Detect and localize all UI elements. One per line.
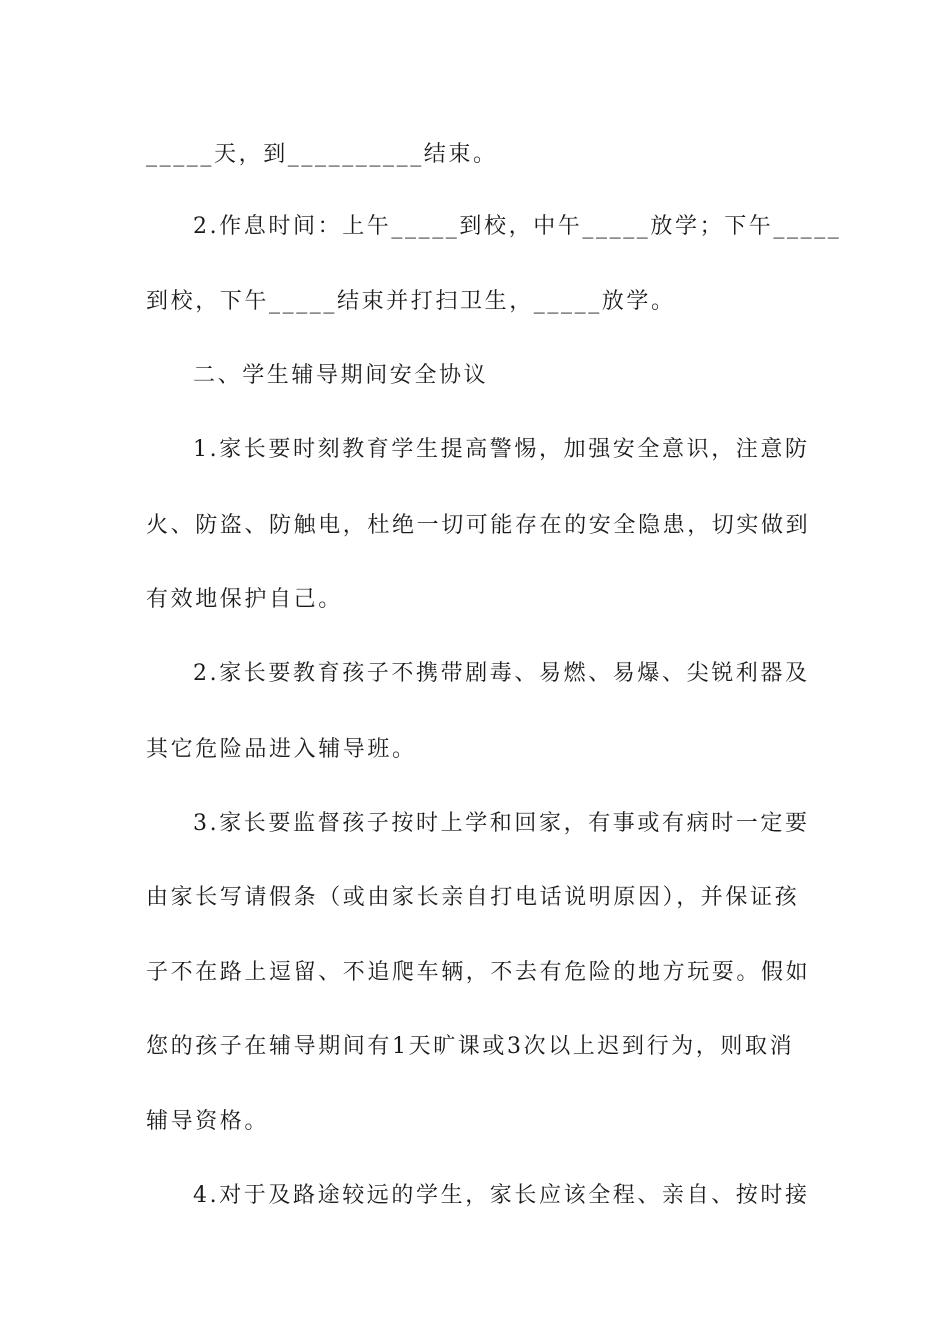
text-line: 子不在路上逗留、不追爬车辆，不去有危险的地方玩耍。假如 bbox=[146, 960, 811, 985]
text-line: 2.家长要教育孩子不携带剧毒、易燃、易爆、尖锐利器及 bbox=[193, 661, 810, 686]
text-line: 3.家长要监督孩子按时上学和回家，有事或有病时一定要 bbox=[193, 811, 810, 836]
text-line: 到校，下午_____结束并打扫卫生，_____放学。 bbox=[146, 289, 676, 314]
text-line: 辅导资格。 bbox=[146, 1109, 270, 1134]
text-line: 您的孩子在辅导期间有1天旷课或3次以上迟到行为，则取消 bbox=[146, 1034, 795, 1059]
section-heading: 二、学生辅导期间安全协议 bbox=[193, 363, 489, 388]
text-line: _____天，到__________结束。 bbox=[146, 142, 498, 167]
text-line: 火、防盗、防触电，杜绝一切可能存在的安全隐患，切实做到 bbox=[146, 513, 811, 538]
text-line: 其它危险品进入辅导班。 bbox=[146, 737, 417, 762]
text-line: 由家长写请假条（或由家长亲自打电话说明原因），并保证孩 bbox=[146, 885, 800, 910]
text-line: 2.作息时间：上午_____到校，中午_____放学；下午_____ bbox=[193, 214, 842, 239]
text-line: 4.对于及路途较远的学生，家长应该全程、亲自、按时接 bbox=[193, 1183, 810, 1208]
text-line: 1.家长要时刻教育学生提高警惕，加强安全意识，注意防 bbox=[193, 437, 810, 462]
text-line: 有效地保护自己。 bbox=[146, 587, 343, 612]
